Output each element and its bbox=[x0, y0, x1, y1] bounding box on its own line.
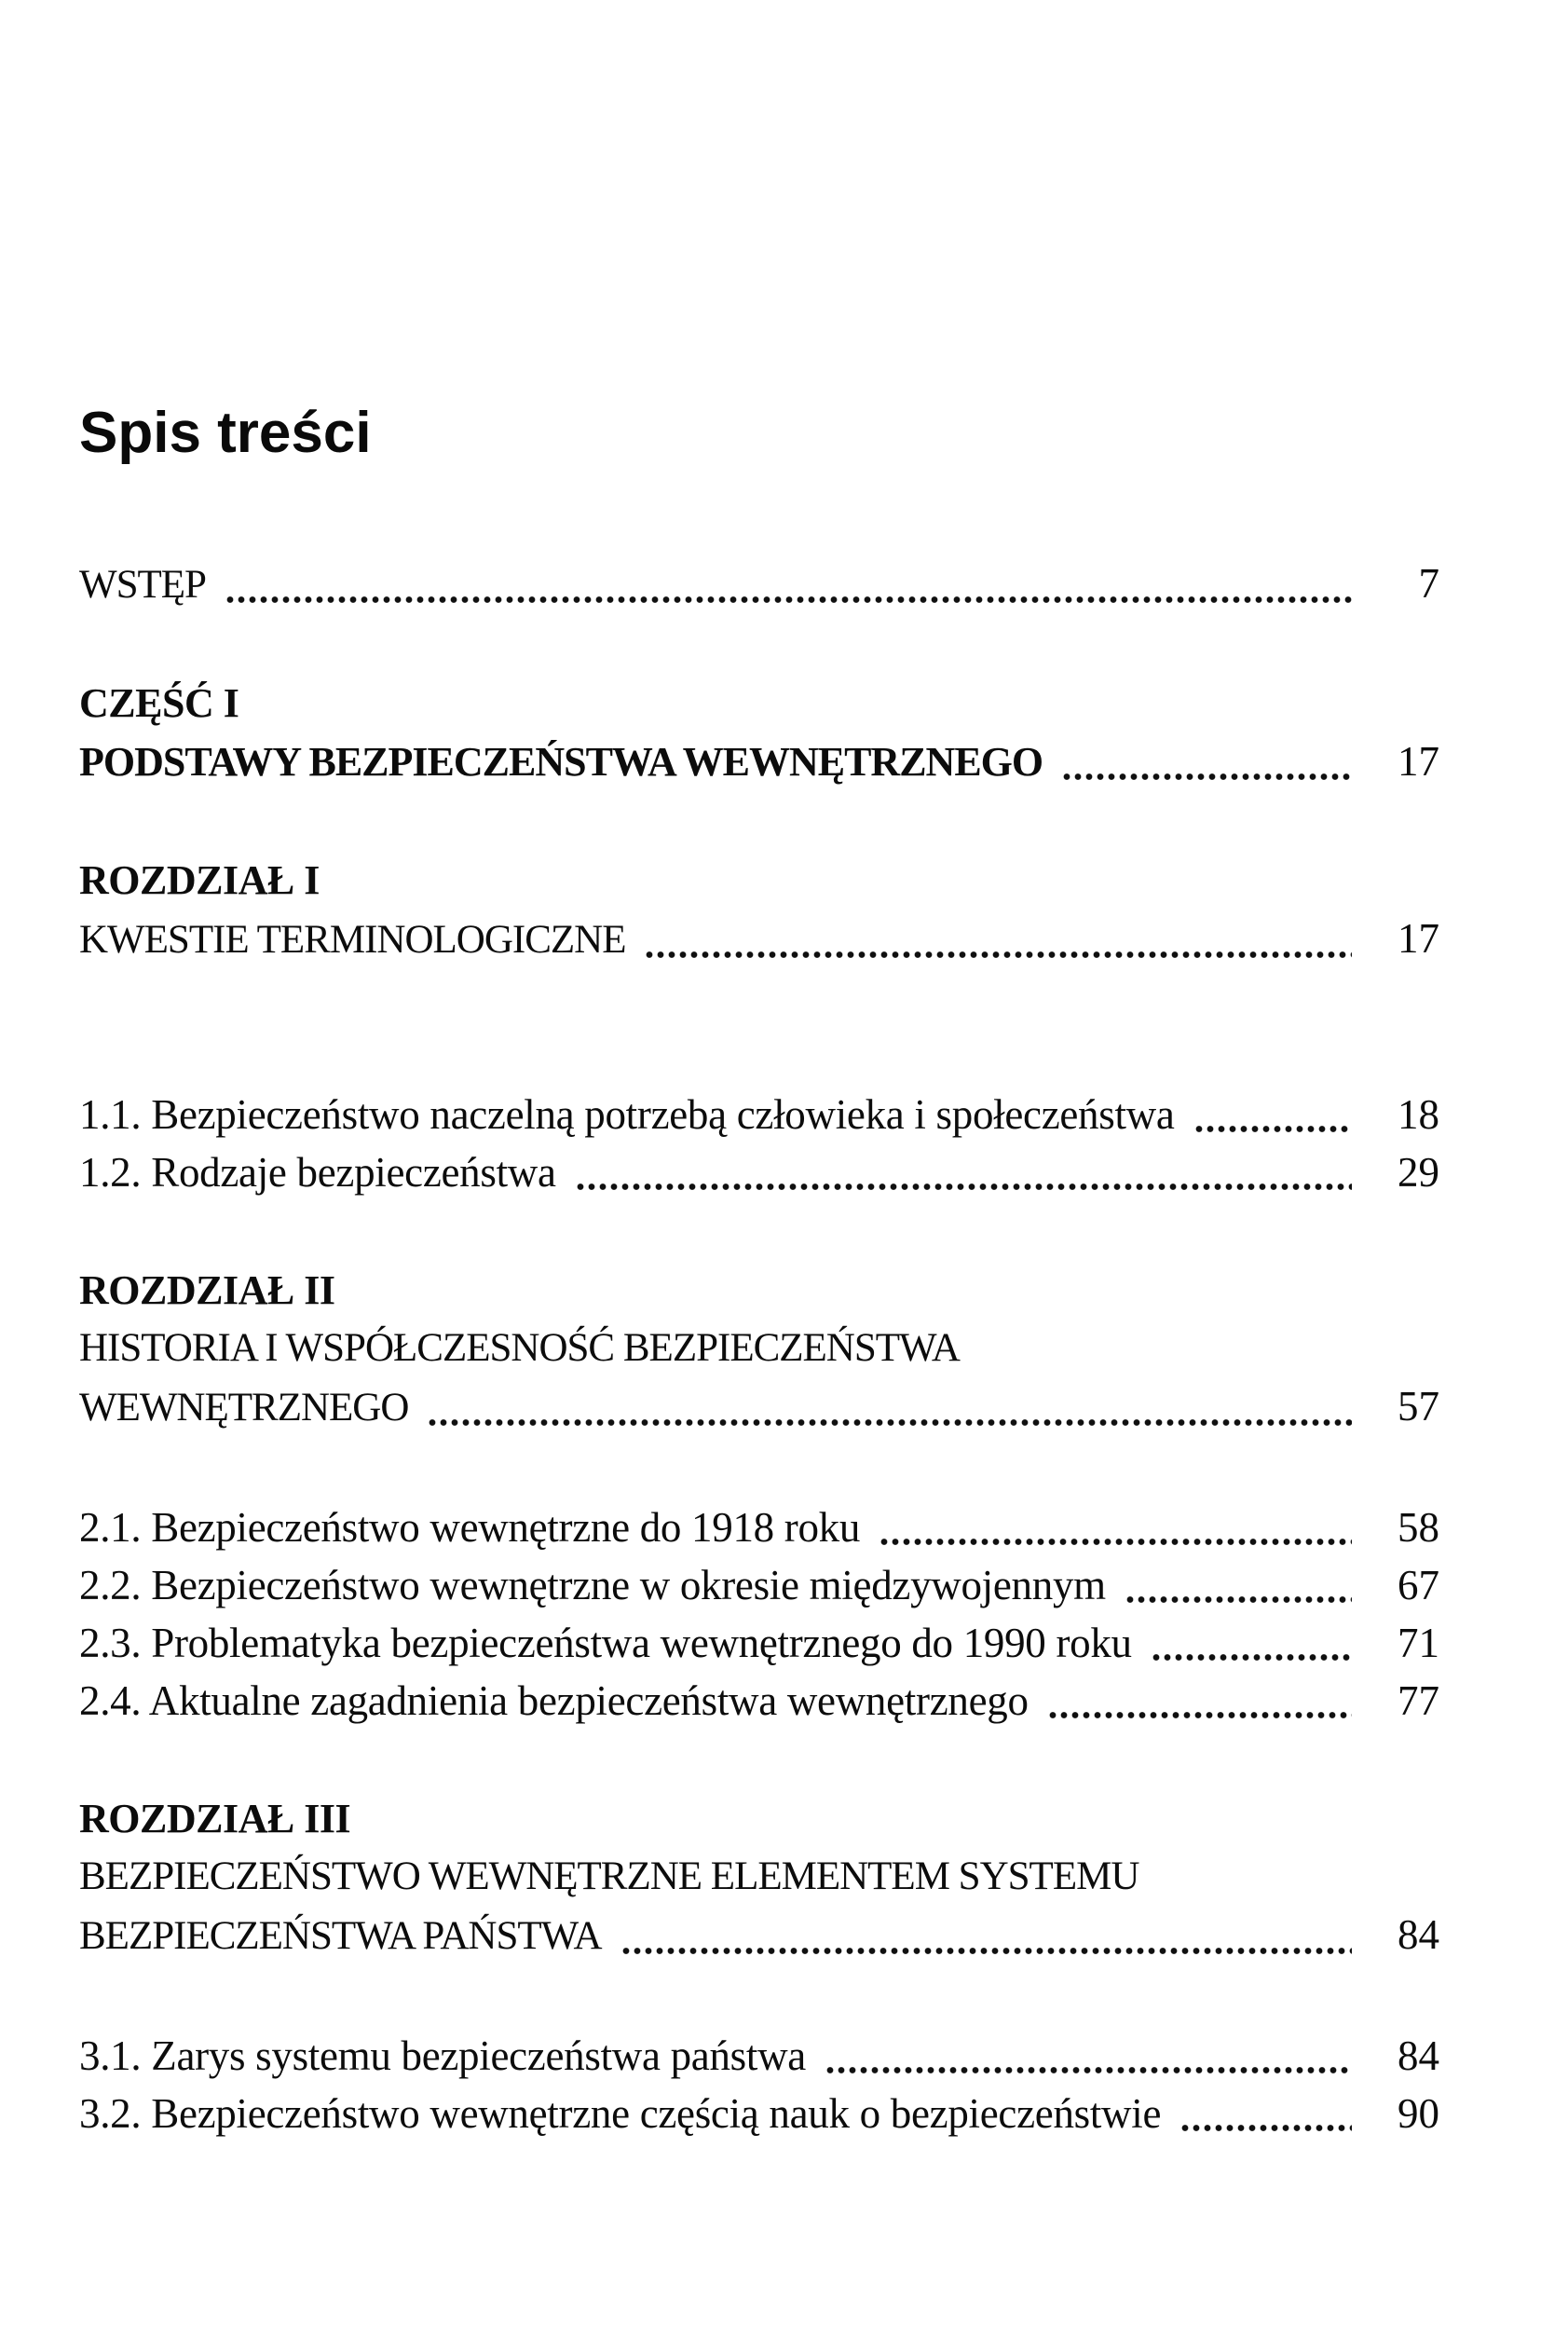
toc-entry-2-3-label: 2.3. Problematyka bezpieczeństwa wewnętrznego do 1990 roku bbox=[79, 1620, 1132, 1666]
toc-entry-2-4-page: 77 bbox=[1398, 1677, 1439, 1724]
chapter2-title-line2: WEWNĘTRZNEGO bbox=[79, 1386, 409, 1430]
dot-leader bbox=[1125, 1594, 1352, 1606]
dot-leader bbox=[1061, 771, 1352, 783]
chapter3-page: 84 bbox=[1398, 1911, 1439, 1958]
toc-entry-2-4 bbox=[79, 1672, 1439, 1730]
dot-leader bbox=[1047, 1709, 1352, 1721]
toc-entry-2-1-label: 2.1. Bezpieczeństwo wewnętrzne do 1918 roku bbox=[79, 1504, 861, 1551]
chapter3-title-row bbox=[79, 1906, 1439, 1965]
chapter2-title-line1: HISTORIA I WSPÓŁCZESNOŚĆ BEZPIECZEŃSTWA bbox=[79, 1326, 960, 1370]
dot-leader bbox=[1179, 2122, 1352, 2134]
toc-entry-3-1 bbox=[79, 2027, 1439, 2085]
toc-entry-2-1 bbox=[79, 1498, 1439, 1556]
part1-title-row bbox=[79, 732, 1439, 791]
dot-leader bbox=[427, 1416, 1352, 1429]
toc-entry-1-1 bbox=[79, 1086, 1439, 1143]
toc-entry-2-2-label: 2.2. Bezpieczeństwo wewnętrzne w okresie międzywojennym bbox=[79, 1562, 1106, 1608]
toc-entry-2-4-label: 2.4. Aktualne zagadnienia bezpieczeństwa wewnętrznego bbox=[79, 1677, 1029, 1724]
dot-leader bbox=[644, 949, 1352, 961]
chapter1-title-row bbox=[79, 910, 1439, 969]
chapter3-title-line1: BEZPIECZEŃSTWO WEWNĘTRZNE ELEMENTEM SYSTEMU bbox=[79, 1854, 1139, 1898]
chapter3-title-line2: BEZPIECZEŃSTWA PAŃSTWA bbox=[79, 1914, 602, 1958]
toc-entry-2-3-page: 71 bbox=[1398, 1620, 1439, 1666]
dot-leader bbox=[825, 2064, 1352, 2076]
toc-entry-3-2-page: 90 bbox=[1398, 2090, 1439, 2137]
dot-leader bbox=[575, 1181, 1352, 1193]
toc-entry-2-3 bbox=[79, 1614, 1439, 1672]
toc-entry-2-2-page: 67 bbox=[1398, 1562, 1439, 1608]
toc-entry-1-1-page: 18 bbox=[1398, 1091, 1439, 1138]
toc-entry-1-1-label: 1.1. Bezpieczeństwo naczelną potrzebą człowieka i społeczeństwa bbox=[79, 1091, 1175, 1138]
toc-entry-2-1-page: 58 bbox=[1398, 1504, 1439, 1551]
toc-entry-wstep bbox=[79, 554, 1439, 614]
dot-leader bbox=[1151, 1651, 1352, 1663]
toc-entry-1-2-label: 1.2. Rodzaje bezpieczeństwa bbox=[79, 1149, 556, 1196]
toc-entry-wstep-label: WSTĘP bbox=[79, 563, 206, 607]
chapter1-title: KWESTIE TERMINOLOGICZNE bbox=[79, 918, 626, 962]
toc-entry-3-1-page: 84 bbox=[1398, 2032, 1439, 2079]
part1-kicker: CZĘŚĆ I bbox=[79, 680, 239, 726]
chapter2-title-row bbox=[79, 1377, 1439, 1437]
page-title: Spis treści bbox=[79, 401, 372, 465]
toc-entry-wstep-page: 7 bbox=[1418, 560, 1439, 607]
dot-leader bbox=[225, 594, 1352, 606]
dot-leader bbox=[1193, 1123, 1352, 1135]
dot-leader bbox=[879, 1536, 1352, 1548]
chapter2-page: 57 bbox=[1398, 1383, 1439, 1430]
toc-entry-3-1-label: 3.1. Zarys systemu bezpieczeństwa państwa bbox=[79, 2032, 806, 2079]
toc-entry-3-2-label: 3.2. Bezpieczeństwo wewnętrzne częścią nauk o bezpieczeństwie bbox=[79, 2090, 1162, 2137]
toc-entry-1-2-page: 29 bbox=[1398, 1149, 1439, 1196]
part1-page: 17 bbox=[1398, 738, 1439, 785]
chapter1-page: 17 bbox=[1398, 915, 1439, 962]
toc-entry-2-2 bbox=[79, 1556, 1439, 1614]
chapter1-kicker: ROZDZIAŁ I bbox=[79, 857, 320, 903]
chapter3-kicker: ROZDZIAŁ III bbox=[79, 1796, 351, 1841]
toc-entry-3-2 bbox=[79, 2085, 1439, 2142]
dot-leader bbox=[620, 1945, 1352, 1957]
part1-title: PODSTAWY BEZPIECZEŃSTWA WEWNĘTRZNEGO bbox=[79, 739, 1043, 785]
toc-entry-1-2 bbox=[79, 1143, 1439, 1201]
chapter2-kicker: ROZDZIAŁ II bbox=[79, 1267, 335, 1313]
